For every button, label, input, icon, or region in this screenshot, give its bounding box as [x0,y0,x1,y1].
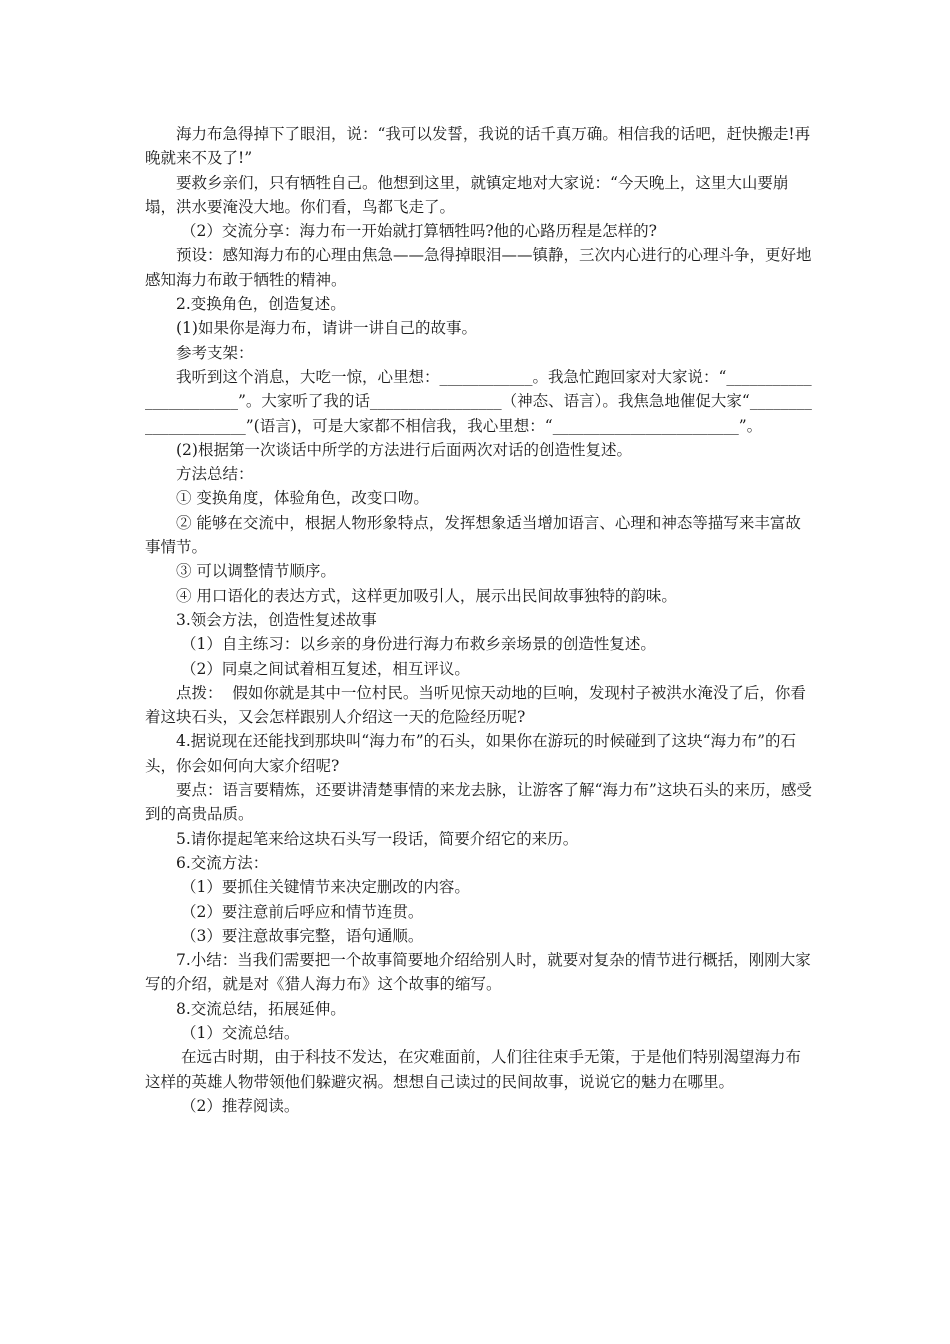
list-item: （1）要抓住关键情节来决定删改的内容。 [181,878,470,897]
list-item: ① 变换角度，体验角色，改变口吻。 [176,489,429,508]
list-item: ② 能够在交流中，根据人物形象特点，发挥想象适当增加语言、心理和神态等描写来丰富故事情节。 [145,513,801,557]
section-heading: 5.请你提起笔来给这块石头写一段话，简要介绍它的来历。 [176,829,579,848]
paragraph: 海力布急得掉下了眼泪，说：“我可以发誓，我说的话千真万确。相信我的话吧，赶快搬走!再晚就来不及了!” [145,125,811,168]
paragraph: 要救乡亲们，只有牺牲自己。他想到这里，就镇定地对大家说：“今天晚上，这里大山要崩塌，洪水要淹没大地。你们看，鸟都飞走了。 [145,173,789,216]
paragraph: (1)如果你是海力布，请讲一讲自己的故事。 [176,319,477,338]
paragraph: (2)根据第一次谈话中所学的方法进行后面两次对话的创造性复述。 [176,440,632,459]
paragraph: 点拨： 假如你就是其中一位村民。当听见惊天动地的巨响，发现村子被洪水淹没了后，你看着这块石头，又会怎样跟别人介绍这一天的危险经历呢? [145,683,806,727]
paragraph: （1）自主练习：以乡亲的身份进行海力布救乡亲场景的创造性复述。 [181,635,656,654]
paragraph: （2）交流分享：海力布一开始就打算牺牲吗?他的心路历程是怎样的? [181,222,657,241]
paragraph: （2）推荐阅读。 [181,1096,300,1115]
section-heading: 2.变换角色，创造复述。 [176,295,346,314]
section-heading: 3.领会方法，创造性复述故事 [176,610,377,629]
list-item: ④ 用口语化的表达方式，这样更加吸引人，展示出民间故事独特的韵味。 [176,586,677,605]
document-body [145,122,815,1118]
paragraph: （1）交流总结。 [181,1023,300,1042]
paragraph: 在远古时期，由于科技不发达，在灾难面前，人们往往束手无策，于是他们特别渴望海力布这样的英雄人物带领他们躲避灾祸。想想自己读过的民间故事，说说它的魅力在哪里。 [145,1048,802,1091]
fill-in-blank-paragraph: 我听到这个消息，大吃一惊，心里想：____________。我急忙跑回家对大家说：“_______________________”。大家听了我的话_________________（神态、语言）。我焦急地催促大家“_____________________”(语言)，可是大家都不相信我，我心里想：“________________________”。 [145,367,812,435]
paragraph: 7.小结：当我们需要把一个故事简要地介绍给别人时，就要对复杂的情节进行概括，刚刚大家写的介绍，就是对《猎人海力布》这个故事的缩写。 [145,951,811,994]
section-heading: 4.据说现在还能找到那块叫“海力布”的石头，如果你在游玩的时候碰到了这块“海力布”的石头，你会如何向大家介绍呢? [145,732,796,775]
paragraph: （2）同桌之间试着相互复述，相互评议。 [181,659,470,678]
paragraph: 方法总结： [176,465,254,484]
section-heading: 8.交流总结，拓展延伸。 [176,999,346,1018]
list-item: （2）要注意前后呼应和情节连贯。 [181,902,424,921]
paragraph: 预设：感知海力布的心理由焦急——急得掉眼泪——镇静，三次内心进行的心理斗争，更好地感知海力布敢于牺牲的精神。 [145,246,812,289]
list-item: （3）要注意故事完整，语句通顺。 [181,926,424,945]
list-item: ③ 可以调整情节顺序。 [176,562,336,581]
section-heading: 6.交流方法： [176,853,269,872]
paragraph: 要点：语言要精炼，还要讲清楚事情的来龙去脉，让游客了解“海力布”这块石头的来历，感受到的高贵品质。 [145,781,812,824]
paragraph: 参考支架： [176,343,254,362]
